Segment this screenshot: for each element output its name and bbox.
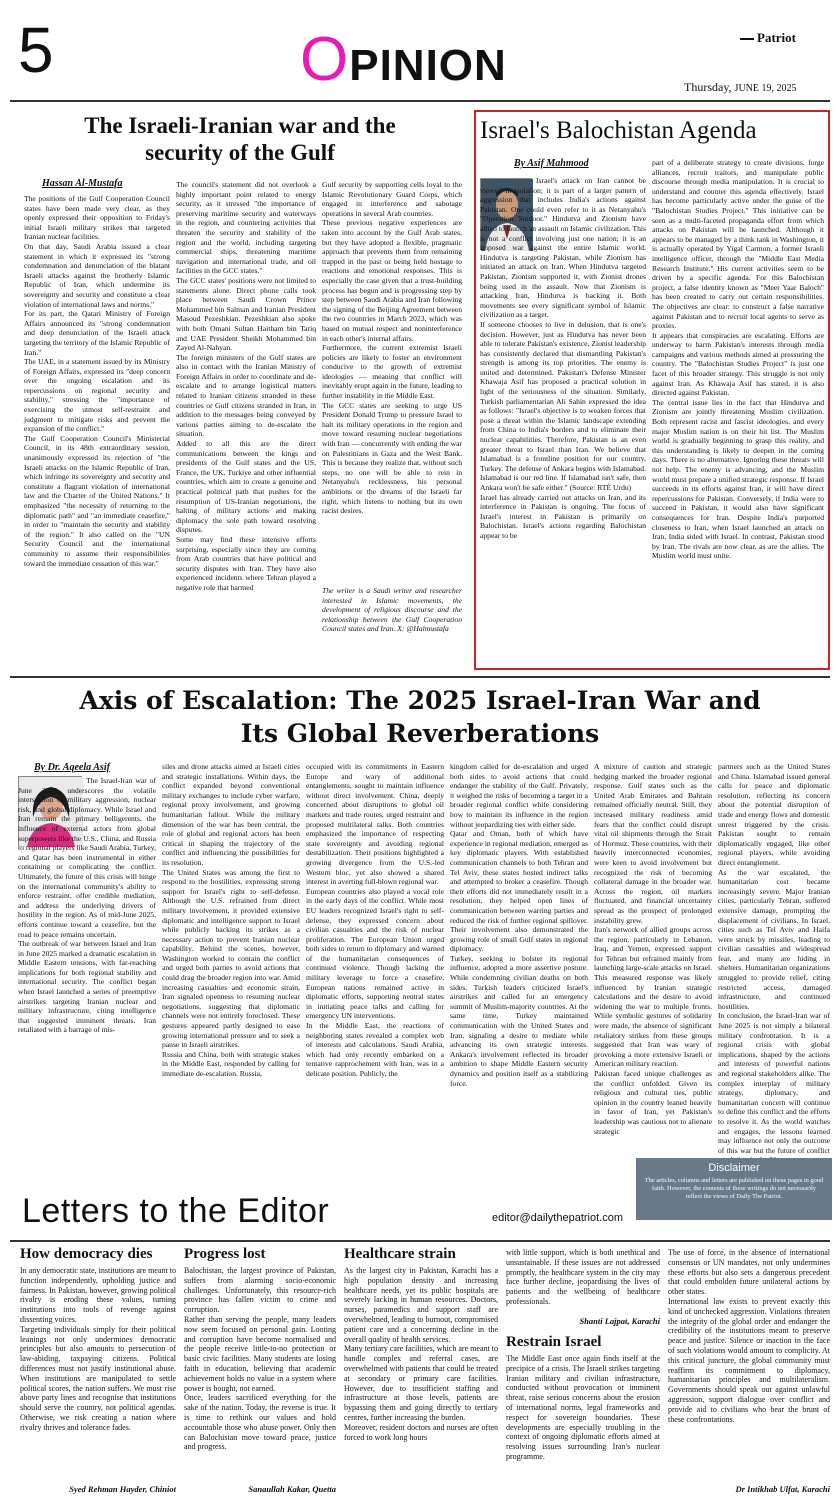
letter1-heading: How democracy dies xyxy=(20,1246,153,1262)
article1-col3: Gulf security by supporting cells loyal to the Islamic Revolutionary Guard Corps, which engaged in interference and sabotage operations in several Arab countries. These previous negative experiences are taken into account by the Gulf Arab states, but they have adopted a flexible, pragmatic approach that prevents them from remaining trapped in the past or being held hostage to reactions and emotional responses. This is especially the case given that a trust-building process has begun and is progressing step by step between Saudi Arabia and Iran following the signing of the Beijing Agreement between the two countries in March 2023, which was based on mutual respect and noninterference in each other's internal affairs. Furthermore, the current extremist Israeli policies are likely to foster an environment conducive to the growth of extremist ideologies — meaning that conflict will inevitably erupt again in the future, leading to further instability in the Middle East. The GCC states are seeking to urge US President Donald Trump to pressure Israel to halt its military operations in the region and move toward resuming nuclear negotiations with Iran — concurrently with ending the war on Palestinians in Gaza and the West Bank. This is because they realize that, without such steps, no one will be able to rein in Netanyahu's recklessness, his personal ambitions or the dreams of the Israeli far right, which listens to nothing but its own racist desires. xyxy=(322,180,462,516)
article3-col5: A mixture of caution and strategic hedging marked the broader regional response. Gulf states such as the United Arab Emirates and Bahrain remained officially neutral. Still, they increased military readiness amid fears that the conflict could disrupt vital oil shipments through the Strait of Hormuz. These countries, with their heavily interconnected economies, were keen to avoid involvement but recognized the risk of becoming collateral damage in the broader war. Across the region, oil markets fluctuated, and financial uncertainty spread as the prospect of prolonged instability grew. Iran's network of allied groups across the region, particularly in Lebanon, Iraq, and Yemen, expressed support for Tehran but refrained mainly from launching large-scale attacks on Israel. This measured response was likely influenced by Iranian strategic calculations and the desire to avoid widening the war to multiple fronts. While symbolic gestures of solidarity were made, the absence of significant retaliatory strikes from these groups suggested that Iran was wary of provoking a more extensive Israeli or American military reaction. Pakistan faced unique challenges as the conflict unfolded. Given its religious and cultural ties, public opinion in the country leaned heavily in favor of Iran, yet Pakistan's leadership was cautious not to alienate strategic xyxy=(594,762,712,1136)
letters-section-title: Letters to the Editor xyxy=(22,1192,330,1230)
article3-title-line2: Its Global Reverberations xyxy=(240,719,600,748)
page-number: 5 xyxy=(18,14,54,86)
date-day: Thursday, xyxy=(684,80,732,94)
letter3-signature: Shanti Lajpat, Karachi xyxy=(579,1316,660,1326)
article1-byline: Hassan Al-Mustafa xyxy=(42,178,123,189)
letter1-signature: Syed Rehman Hayder, Chiniot xyxy=(69,1484,176,1494)
issue-date xyxy=(684,80,797,95)
article1-col2: The council's statement did not overlook a highly important point related to energy security, as it stressed "the importance of preserving maritime security and waterways in the region, and countering activities that threaten the security and stability of the region and the world, including targeting commercial ships, threatening maritime navigation and international trade, and oil facilities in the GCC states." The GCC states' positions were not limited to statements alone. Direct phone calls took place between Saudi Crown Prince Mohammed bin Salman and Iranian President Masoud Pezeshkian. Pezeshkian also spoke with both Omani Sultan Haitham bin Tariq and UAE President Sheikh Mohammed bin Zayed Al-Nahyan. The foreign ministers of the Gulf states are also in contact with the Iranian Ministry of Foreign Affairs in order to coordinate and de-escalate and to arrange logistical matters related to Iranian citizens stranded in these countries or Gulf citizens stranded in Iran, in addition to the messages being conveyed by various parties aiming to de-escalate the situation. Added to all this are the direct communications between the kings and presidents of the Gulf states and the US, France, the UK, Turkiye and other influential countries, which aim to create a genuine and practical political path that pushes for the resumption of US-Iranian negotiations, the halting of military actions and making diplomacy the sole path toward resolving disputes. Some may find these intensive efforts surprising, especially since they are coming from Arab countries that have political and security disputes with Iran. They have also experienced incidents where Tehran played a negative role that harmed xyxy=(176,180,316,592)
article3-title xyxy=(10,684,830,750)
article1-title-line1: The Israeli-Iranian war and the xyxy=(84,113,396,138)
letter2-heading: Progress lost xyxy=(184,1246,266,1262)
section-title xyxy=(300,24,507,95)
letter4-body: The Middle East once again finds itself at the precipice of a crisis. The Israeli strikes targeting Iranian military and civilian infrastructure, conducted without provocation or imminent threat, raise serious concerns about the erosion of international norms, legal frameworks and respect for sovereign boundaries. These developments are especially troubling in the context of ongoing diplomatic efforts aimed at resolving issues surrounding Iran's nuclear programme. xyxy=(506,1354,662,1461)
letter2-body: Balochistan, the largest province of Pakistan, suffers from alarming socio-economic challenges. Unfortunately, this resource-rich province has fallen victim to crime and corruption. Rather than serving the people, many leaders now seem focused on personal gain. Looting and corruption have become normalised and the people receive little-to-no protection or basic civic facilities. Many students are losing faith in education, believing that academic achievement holds no value in a system where power is bought, not earned. Once, leaders sacrificed everything for the sake of the nation. Today, the reverse is true. It is time to rethink our values and hold accountable those who abuse power. Only then can Balochistan move toward peace, justice and progress. xyxy=(184,1266,336,1452)
letter4-signature: Dr Intikhab Ulfat, Karachi xyxy=(735,1484,830,1494)
article3-col2: siles and drone attacks aimed at Israeli cities and strategic installations. Within days, the conflict expanded beyond conventional military exchanges to include cyber warfare, regional proxy involvement, and growing humanitarian fallout. While the military dimension of the war has been central, the role of global and regional actors has been critical in shaping the trajectory of the conflict and influencing the possibilities for its resolution. The United States was among the first to respond to the hostilities, expressing strong support for Israel's right to self-defense. Although the U.S. refrained from direct military involvement, it provided extensive diplomatic and intelligence support to Israel while publicly backing its strikes as a necessary action to prevent Iranian nuclear capability. Behind the scenes, however, Washington worked to contain the conflict and urged both parties to avoid actions that could drag the broader region into war. Amid increasing casualties and economic strain, Iran signaled openness to resuming nuclear negotiations, suggesting that diplomatic channels were not entirely foreclosed. These gestures appeared partly designed to ease growing international pressure and to seek a pause in Israeli airstrikes. Russia and China, both with strategic stakes in the Middle East, responded by calling for immediate de-escalation. Russia, xyxy=(162,762,300,1078)
letter3-body-cont: with little support, which is both unethical and unsustainable. If these issues are not addressed promptly, the healthcare system in the city may face further decline, jeopardising the lives of patients and the wellbeing of healthcare professionals. xyxy=(506,1248,662,1306)
letters-rule xyxy=(10,1240,830,1242)
article1-title xyxy=(30,112,450,166)
letter2-signature: Sanaullah Kakar, Quetta xyxy=(248,1484,336,1494)
article2-title: Israel's Balochistan Agenda xyxy=(480,117,757,144)
disclaimer-box xyxy=(636,1158,832,1220)
article1-title-line2: security of the Gulf xyxy=(145,140,335,165)
disclaimer-text: The articles, columns and letters are published on these pages in good faith. However, the contents of these writings do not necessarily reflect the views of Daily The Patriot. xyxy=(644,1177,824,1200)
header-rule xyxy=(10,100,830,102)
article1-col1: The positions of the Gulf Cooperation Council states have been made very clear, as they openly expressed their opposition to Friday's initial Israeli military strikes that targeted Iranian nuclear facilities. On that day, Saudi Arabia issued a clear statement in which it expressed its "strong condemnation and denunciation of the blatant Israeli attacks against the brotherly Islamic Republic of Iran, which undermine its sovereignty and security and constitute a clear violation of international laws and norms." For its part, the Qatari Ministry of Foreign Affairs announced its "strong condemnation and deep denunciation of the Israeli attack targeting the territory of the Islamic Republic of Iran." The UAE, in a statement issued by its Ministry of Foreign Affairs, expressed its "deep concern over the ongoing escalation and its repercussions on regional security and stability," stressing the "importance of exercising the utmost self-restraint and judgment to mitigate risks and prevent the expansion of the conflict." The Gulf Cooperation Council's Ministerial Council, in its 48th extraordinary session, unanimously expressed its rejection of "the Israeli attacks on the Islamic Republic of Iran, which infringe its sovereignty and security and constitute a flagrant violation of international law and the Charter of the United Nations." It emphasized "the necessity of returning to the diplomatic path" and "an immediate ceasefire," in order to "maintain the security and stability of the region." It also called on the "UN Security Council and the international community to assume their responsibilities toward the immediate cessation of this war." xyxy=(24,194,170,568)
article3-col1: The Israel-Iran war of June 2025 underscores the volatile intersection of military aggression, nuclear risk, and global diplomacy. While Israel and Iran remain the primary belligerents, the influence of external actors from global superpowers like the U.S., China, and Russia to regional players like Saudi Arabia, Turkey, and Qatar has been instrumental in either containing or complicating the conflict. Ultimately, the future of this crisis will hinge on the international community's ability to enforce restraint, offer credible mediation, and address the underlying drivers of hostility in the region. As of mid-June 2025, efforts continue toward a ceasefire, but the road to peace remains uncertain. The outbreak of war between Israel and Iran in June 2025 marked a dramatic escalation in Middle Eastern tensions, with far-reaching implications for both regional stability and international security. The conflict began when Israel launched a series of preemptive airstrikes targeting Iranian nuclear and military infrastructure, citing intelligence that suggested imminent threats. Iran retaliated with a barrage of mis- xyxy=(18,776,156,1035)
paper-logo xyxy=(740,30,796,46)
paper-name: Patriot xyxy=(757,30,796,45)
article3-col4: kingdom called for de-escalation and urged both sides to avoid actions that could endanger the stability of the Gulf. Privately, it weighed the risks of becoming a target in a broader regional conflict while considering how to maintain its influence in the region without jeopardizing ties with either side. Qatar and Oman, both of which have experience in regional mediation, emerged as key diplomatic players. With established communication channels to both Tehran and Tel Aviv, these states hosted indirect talks and attempted to broker a ceasefire. Though their efforts did not immediately result in a resolution, they helped open lines of communication between warring parties and reduced the risk of further regional spillover. Their involvement also demonstrated the growing role of small Gulf states in regional diplomacy. Turkey, seeking to bolster its regional influence, adopted a more assertive posture. While condemning civilian deaths on both sides, Turkish leaders criticized Israel's airstrikes and called for an emergency summit of Muslim-majority countries. At the same time, Turkey maintained communication with the United States and Iran, signaling a desire to mediate while advancing its own strategic interests. Ankara's involvement reflected its broader ambition to shape Middle Eastern security dynamics and position itself as a stabilizing force. xyxy=(450,762,588,1088)
article3-col6: partners such as the United States and China. Islamabad issued general calls for peace and diplomatic resolution, reflecting its concern about the potential disruption of trade and energy flows and domestic unrest triggered by the crisis. Pakistan sought to remain diplomatically engaged, like other regional players, while avoiding direct entanglement. As the war escalated, the humanitarian cost became increasingly severe. Major Iranian cities, particularly Tehran, suffered extensive damage, prompting the displacement of civilians. In Israel, cities such as Tel Aviv and Haifa were struck by missiles, leading to civilian casualties and widespread fear, and many are hiding in shelters. Humanitarian organizations struggled to provide relief, citing restricted access, damaged infrastructure, and continued hostilities. In conclusion, the Israel-Iran war of June 2025 is not simply a bilateral military confrontation. It is a regional crisis with global implications, shaped by the actions and interests of powerful nations and regional stakeholders alike. The complex interplay of military strategy, diplomacy, and humanitarian concern will continue to define this conflict and the efforts to resolve it. As the world watches and engages, the lessons learned may influence not only the outcome of this war but the future of conflict xyxy=(718,762,830,1155)
disclaimer-title: Disclaimer xyxy=(708,1162,760,1174)
article3-byline: By Dr. Aqeela Asif xyxy=(34,762,110,773)
date-rest: JUNE 19, 2025 xyxy=(734,83,797,94)
letter4-heading: Restrain Israel xyxy=(506,1334,602,1350)
letter3-heading: Healthcare strain xyxy=(344,1246,456,1262)
article3-col3: occupied with its commitments in Eastern Europe and wary of additional entanglements, sought to maintain influence without direct involvement. China, deeply concerned about disruptions to global oil markets and trade routes, urged restraint and proposed multilateral talks. Both countries emphasized the importance of respecting state sovereignty and avoiding regional destabilization. Their positions highlighted a growing divergence from the U.S.-led Western bloc, yet also showed a shared interest in averting full-blown regional war. European countries also played a vocal role in the early days of the conflict. While most EU leaders recognized Israel's right to self-defense, they expressed concern about civilian casualties and the risk of nuclear proliferation. The European Union urged both sides to return to diplomacy and warned of the humanitarian consequences of continued violence. Though lacking the military leverage to force a ceasefire, European nations remained active in diplomatic efforts, supporting neutral states in initiating peace talks and calling for emergency UN interventions. In the Middle East, the reactions of neighboring states revealed a complex web of interests and calculations. Saudi Arabia, which had only recently embarked on a tentative rapprochement with Iran, was in a delicate position. Publicly, the xyxy=(306,762,444,1078)
letter4-body-cont: The use of force, in the absence of international consensus or UN mandates, not only undermines these efforts but also sets a dangerous precedent that could embolden future unilateral actions by other states. International law exists to prevent exactly this kind of unchecked aggression. Violations threaten the integrity of the global order and endanger the credibility of the institutions meant to preserve peace and justice. Silence or inaction in the face of such violations would amount to complicity. At this critical juncture, the global community must reaffirm its commitment to diplomacy, humanitarian principles and multilateralism. Governments should speak out against unlawful aggression, support dialogue over conflict and provide aid to civilians who bear the brunt of these confrontations. xyxy=(668,1248,830,1424)
letters-email: editor@dailythepatriot.com xyxy=(492,1212,624,1224)
article2-col1: Israel's attack on Iran cannot be viewed in isolation; it is part of a larger pattern of aggression that includes India's actions against Pakistan. One could even refer to it as Netanyahu's "Operation Sindoor." Hindutva and Zionism have allied to launch an assault on Islamic civilization. This is not a conflict involving just one nation; it is an imposed war against the entire Islamic world. Hindutva is targeting Pakistan, while Zionism has initiated an attack on Iran. When Hindutva targeted Pakistan, Zionism supported it, with Zionist drones being used in the assault. Now that Zionism is attacking Iran, Hindutva is backing it. Both movements see every significant symbol of Islamic civilization as a target. If someone chooses to live in delusion, that is one's decision. However, just as Hindutva has never been able to tolerate Pakistan's existence, Zionist leadership has consistently declared that dismantling Pakistan's strength is among its top priorities. The enemy is united and determined. Pakistan's Defense Minister Khawaja Asif has proposed a practical solution in light of the seriousness of the situation. Similarly, Turkish parliamentarian Ali Sahin expressed the idea as follows: "Israel's objective is to weaken forces that pose a threat within the Islamic landscape extending from China to India's borders and to eliminate their nuclear capabilities. Therefore, Pakistan is an even greater threat to Israel than Iran. We believe that Islamabad is a frontline position for our country, Turkey. The defense of Ankara begins with Islamabad. Islamabad is our red line. If Islamabad isn't safe, then Ankara won't be safe either." (Source: RTÉ Urdu) Israel has already carried out attacks on Iran, and its interference in Pakistan is ongoing. The focus of Israel's interest in Pakistan is primarily on Balochistan. Israel's actions regarding Balochistan appear to be xyxy=(480,176,646,540)
letter1-body: In any democratic state, institutions are meant to function independently, upholding justice and fairness. In Pakistan, however, growing political rivalry is eroding these values, turning institutions into tools of revenge against dissenting voices. Targeting individuals simply for their political leanings not only undermines democratic principles but also amounts to persecution of law-abiding, taxpaying citizens. Political differences must not justify institutional abuse. When institutions are manipulated to settle political scores, the nation suffers. We must rise above party lines and recognise that institutions should serve the country, not political agendas. Otherwise, we risk creating a nation where rivalry thrives and tolerance fades. xyxy=(20,1266,176,1432)
article1-author-note: The writer is a Saudi writer and researcher interested in Islamic movements, the development of religious discourse and the relationship between the Gulf Cooperation Council states and Iran. X: @Halmustafa xyxy=(322,586,464,634)
letter3-body: As the largest city in Pakistan, Karachi has a high population density and increasing healthcare needs, yet its public hospitals are severely lacking in human resources. Doctors, nurses, paramedics and support staff are overwhelmed, leading to burnout, compromised patient care and a concerning decline in the overall quality of health services. Many tertiary care facilities, which are meant to handle complex and referral cases, are overwhelmed with patients that could be treated at secondary or primary care facilities. However, due to insufficient staffing and infrastructure at those levels, patients are bypassing them and going directly to tertiary centres, further increasing the burden. Moreover, resident doctors and nurses are often forced to work long hours xyxy=(344,1266,498,1442)
section-divider xyxy=(10,676,830,678)
section-title-rest: PINION xyxy=(349,41,507,90)
section-title-initial: O xyxy=(300,25,350,94)
article3-title-line1: Axis of Escalation: The 2025 Israel-Iran War and xyxy=(79,686,761,715)
article2-byline: By Asif Mahmood xyxy=(514,158,589,169)
article2-col2: part of a deliberate strategy to create divisions, forge alliances, recruit traitors, and manipulate public discourse through media manipulation. It is crucial to understand and counter this agenda effectively. Israel has become particularly active under the guise of the "Balochistan Studies Project." This initiative can be seen as a multi-faceted propaganda effort from which attacks on Pakistan will be launched. Although it appears to be managed by a think tank in Washington, it is actually operated by Yigal Carmon, a former Israeli intelligence officer, through the "Middle East Media Research Institute." His current activities seem to be driven by a specific agenda. For this Balochistan project, a false identity known as "Meer Yaar Baloch" has been created to carry out certain responsibilities. The objectives are clear: to construct a false narrative against Pakistan and to recruit local agents to serve as proxies. It appears that conspiracies are escalating. Efforts are underway to harm Pakistan's interests through media campaigns and various methods aimed at pressuring the country. The "Balochistan Studies Project" is just one facet of this broader strategy. This struggle is not only against Iran. As Khawaja Asif has stated, it is also directed against Pakistan. The central issue lies in the fact that Hindutva and Zionism are jointly threatening Muslim civilization. Both represent racist and fascist ideologies, and every major Muslim nation is on their hit list. The Muslim world is gradually beginning to grasp this reality, and this understanding is likely to deepen in the coming days. There is no alternative. Ignoring these threats will not help. The enemy is advancing, and the Muslim world must prepare a unified strategic response. If Israel succeeds in its efforts against Iran, it will have direct repercussions for Pakistan. Conversely, if India were to succeed in Pakistan, it would also have significant consequences for Iran. Despite India's purported closeness to Iran, when Israel launched an attack on Iran, India sided with Israel. In contrast, Pakistan stood by Iran. The rivals are now clear, as are the allies. The Muslim world must unite. xyxy=(652,158,824,561)
